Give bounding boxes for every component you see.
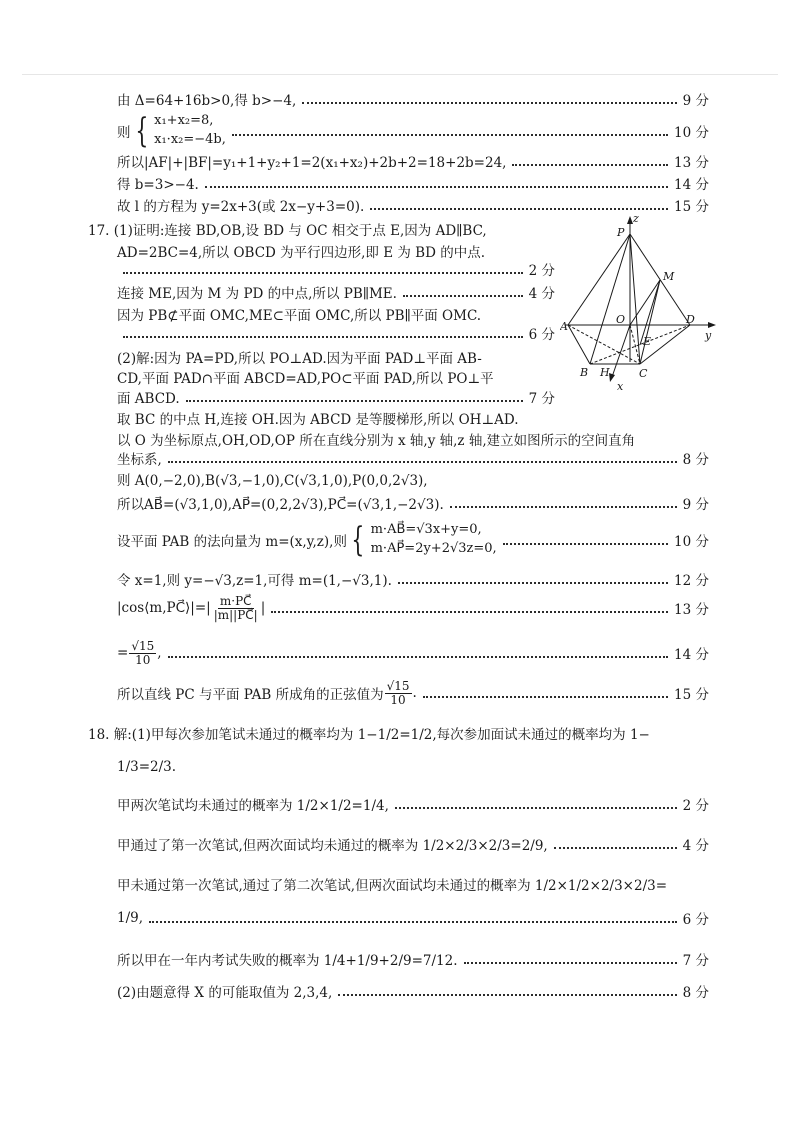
leader-dots	[205, 186, 668, 188]
label-z: z	[633, 212, 639, 225]
line-text: 由 Δ=64+16b>0,得 b>−4,	[117, 93, 297, 109]
score: 6 分	[682, 912, 709, 928]
score: 2 分	[682, 798, 709, 814]
equation-system	[131, 112, 226, 150]
line-text: AD=2BC=4,所以 OBCD 为平行四边形,即 E 为 BD 的中点.	[117, 245, 485, 261]
equation-row: x₁·x₂=−4b,	[154, 132, 226, 147]
line-text: 17. (1)证明:连接 BD,OB,设 BD 与 OC 相交于点 E,因为 AD∥BC,	[88, 223, 487, 239]
score: 14 分	[674, 647, 709, 663]
label-D: D	[686, 313, 695, 326]
equation-row: x₁+x₂=8,	[154, 113, 214, 129]
solution-line	[117, 980, 709, 1002]
solution-line	[117, 756, 709, 778]
leader-dots	[512, 164, 668, 166]
solution-line	[117, 590, 709, 626]
leader-dots	[168, 656, 668, 658]
leader-dots	[464, 962, 677, 964]
leader-dots	[232, 134, 668, 136]
line-text: 甲两次笔试均未通过的概率为 1/2×1/2=1/4,	[117, 798, 389, 814]
solution-line	[117, 447, 709, 469]
score: 9 分	[682, 497, 709, 513]
solution-line	[117, 172, 709, 194]
line-text: 所以甲在一年内考试失败的概率为 1/4+1/9+2/9=7/12.	[117, 953, 458, 969]
equation-row: m·AB⃗=√3x+y=0,	[370, 522, 482, 538]
leader-dots	[168, 461, 677, 463]
solution-line	[117, 150, 709, 172]
line-prefix: 则	[117, 125, 131, 141]
solution-line	[117, 520, 709, 560]
line-text: 面 ABCD.	[117, 391, 180, 407]
line-prefix: =	[117, 645, 129, 661]
line-text: 得 b=3>−4.	[117, 177, 199, 193]
equation-system	[347, 521, 497, 559]
score: 10 分	[674, 125, 709, 141]
line-text: 因为 PB⊄平面 OMC,ME⊂平面 OMC,所以 PB∥平面 OMC.	[117, 308, 482, 324]
line-text: 取 BC 的中点 H,连接 OH.因为 ABCD 是等腰梯形,所以 OH⊥AD.	[117, 412, 519, 428]
line-text: 甲未通过第一次笔试,通过了第二次笔试,但两次面试均未通过的概率为 1/2×1/2×2/3×2/3=	[117, 878, 668, 894]
line-text: 以 O 为坐标原点,OH,OD,OP 所在直线分别为 x 轴,y 轴,z 轴,建立如图所示的空间直角	[117, 433, 636, 449]
label-P: P	[617, 226, 625, 239]
solution-line	[117, 492, 709, 514]
pyramid-figure	[560, 212, 720, 392]
leader-dots	[450, 506, 677, 508]
leader-dots	[395, 807, 677, 809]
label-y: y	[705, 329, 712, 342]
score: 4 分	[528, 286, 555, 302]
line-suffix: ,	[157, 645, 162, 661]
edge-PB	[590, 234, 630, 364]
score: 4 分	[682, 838, 709, 854]
leader-dots	[370, 208, 668, 210]
x-axis	[612, 325, 630, 377]
fraction	[212, 595, 260, 621]
solution-line	[117, 386, 555, 408]
leader-dots	[123, 272, 523, 274]
line-text: (2)由题意得 X 的可能取值为 2,3,4,	[117, 985, 333, 1001]
numerator: √15	[131, 638, 155, 653]
line-text: 18. 解:(1)甲每次参加笔试未通过的概率均为 1−1/2=1/2,每次参加面试未通过的概率均为 1−	[88, 727, 650, 743]
leader-dots	[149, 921, 677, 923]
leader-dots	[123, 336, 523, 338]
solution-line	[117, 873, 709, 895]
line-text: 1/3=2/3.	[117, 759, 177, 775]
line-prefix: 所以直线 PC 与平面 PAB 所成角的正弦值为	[117, 687, 384, 703]
segment-MC	[640, 280, 660, 364]
left-brace-icon: {	[351, 520, 365, 560]
line-text: 1/9,	[117, 910, 144, 926]
score: 9 分	[682, 93, 709, 109]
score: 8 分	[682, 452, 709, 468]
line-suffix: |	[260, 600, 266, 616]
label-H: H	[600, 366, 610, 379]
label-M: M	[663, 270, 675, 283]
line-text: 所以AB⃗=(√3,1,0),AP⃗=(0,2,2√3),PC⃗=(√3,1,−2√3).	[117, 497, 444, 513]
solution-line	[117, 88, 709, 110]
leader-dots	[403, 295, 523, 297]
solution-line	[117, 258, 555, 280]
solution-line	[117, 636, 709, 670]
problem-18-heading	[88, 722, 709, 744]
solution-line	[117, 907, 709, 929]
score: 2 分	[528, 263, 555, 279]
score: 7 分	[528, 391, 555, 407]
label-x: x	[617, 380, 624, 392]
leader-dots	[554, 847, 677, 849]
solution-line	[117, 113, 709, 149]
edge-PA	[568, 234, 630, 325]
score: 10 分	[674, 534, 709, 550]
line-prefix: 设平面 PAB 的法向量为 m=(x,y,z),则	[117, 534, 347, 550]
line-text: 连接 ME,因为 M 为 PD 的中点,所以 PB∥ME.	[117, 286, 397, 302]
solution-line	[117, 468, 709, 490]
score: 15 分	[674, 687, 709, 703]
score: 7 分	[682, 953, 709, 969]
equation-row: m·AP⃗=2y+2√3z=0,	[370, 541, 497, 556]
solution-line	[117, 833, 709, 855]
solution-line	[117, 407, 709, 429]
fraction	[129, 640, 156, 666]
solution-line	[117, 568, 709, 590]
line-text: 令 x=1,则 y=−√3,z=1,可得 m=(1,−√3,1).	[117, 573, 392, 589]
leader-dots	[423, 696, 668, 698]
line-text: CD,平面 PAD∩平面 ABCD=AD,PO⊂平面 PAD,所以 PO⊥平	[117, 371, 494, 387]
line-text: 故 l 的方程为 y=2x+3(或 2x−y+3=0).	[117, 199, 365, 215]
score: 12 分	[674, 573, 709, 589]
line-suffix: .	[412, 685, 417, 701]
score: 6 分	[528, 327, 555, 343]
leader-dots	[302, 102, 676, 104]
fraction	[385, 680, 412, 706]
solution-line	[117, 346, 555, 368]
line-prefix: |cos⟨m,PC⃗⟩|=|	[117, 600, 211, 616]
leader-dots	[398, 582, 668, 584]
score: 13 分	[674, 155, 709, 171]
score: 14 分	[674, 177, 709, 193]
leader-dots	[271, 611, 668, 613]
label-B: B	[580, 366, 589, 379]
line-text: 坐标系,	[117, 452, 162, 468]
line-text: 所以|AF|+|BF|=y₁+1+y₂+1=2(x₁+x₂)+2b+2=18+2b=24,	[117, 155, 507, 171]
solution-line	[117, 948, 709, 970]
x-arrow-icon	[609, 373, 615, 382]
denominator: |m||PC⃗|	[213, 607, 258, 622]
numerator: √15	[386, 678, 410, 693]
label-E: E	[643, 335, 652, 348]
solution-line	[117, 793, 709, 815]
score: 13 分	[674, 602, 709, 618]
denominator: 10	[135, 652, 151, 667]
line-text: (2)解:因为 PA=PD,所以 PO⊥AD.因为平面 PAD⊥平面 AB-	[117, 351, 482, 367]
label-O: O	[616, 313, 626, 326]
solution-line	[117, 676, 709, 710]
leader-dots	[503, 543, 668, 545]
score: 15 分	[674, 199, 709, 215]
leader-dots	[186, 400, 523, 402]
line-text: 则 A(0,−2,0),B(√3,−1,0),C(√3,1,0),P(0,0,2√3),	[117, 473, 428, 489]
label-C: C	[639, 367, 648, 380]
score: 8 分	[682, 985, 709, 1001]
label-A: A	[560, 320, 568, 333]
solution-line	[117, 366, 555, 388]
solution-line	[117, 322, 555, 344]
problem-17-heading	[88, 218, 555, 240]
leader-dots	[338, 994, 676, 996]
denominator: 10	[390, 692, 406, 707]
left-brace-icon: {	[134, 111, 148, 151]
y-arrow-icon	[708, 322, 716, 328]
page-top-border	[22, 74, 778, 75]
numerator: m·PC⃗	[219, 593, 252, 608]
solution-line	[117, 281, 555, 303]
line-text: 甲通过了第一次笔试,但两次面试均未通过的概率为 1/2×2/3×2/3=2/9,	[117, 838, 548, 854]
